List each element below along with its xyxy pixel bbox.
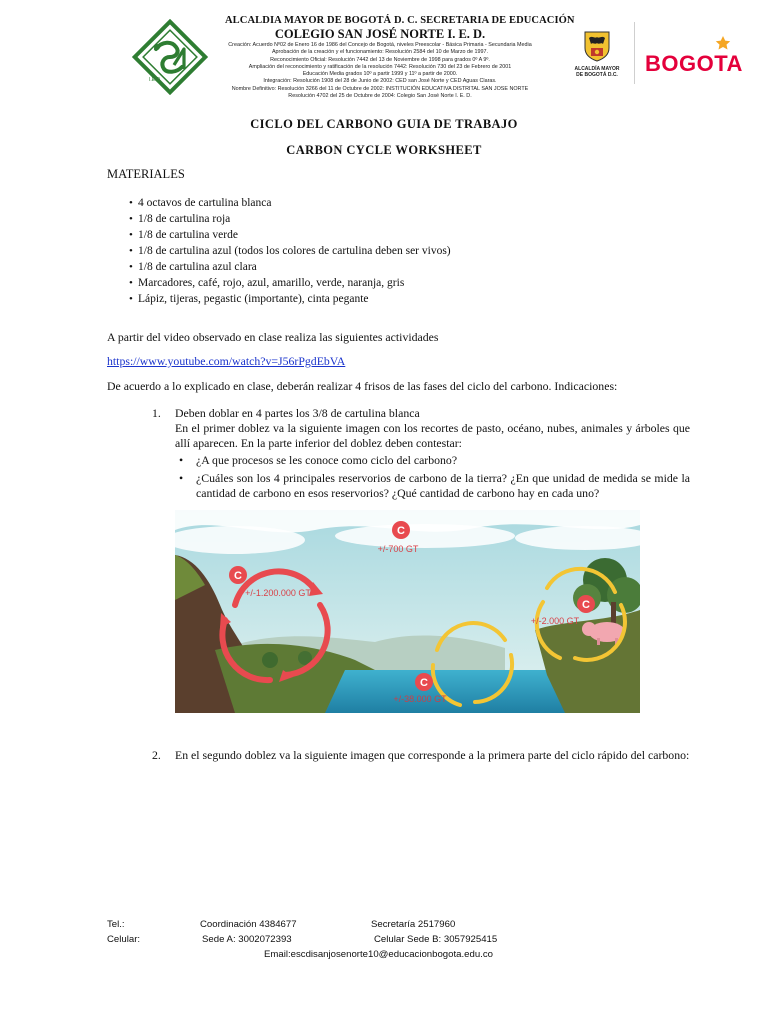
- reservoir-label: +/-38.000 GT: [393, 694, 447, 704]
- footer-email: Email:escdisanjosenorte10@educacionbogota.edu.co: [264, 949, 493, 960]
- list-item: • 1/8 de cartulina azul clara: [107, 259, 451, 275]
- header-resolution-line: Creación: Acuerdo Nº02 de Enero 16 de 1986 del Concejo de Bogotá, niveles Preescolar - Básica Primaria - Secundaria Media: [228, 42, 532, 48]
- intro-text: A partir del video observado en clase realiza las siguientes actividades: [107, 330, 439, 344]
- header-resolution-line: Nombre Definitivo: Resolución 3266 del 11 de Octubre de 2002: INSTITUCIÓN EDUCATIVA DISTRITAL SAN JOSE NORTE: [231, 85, 529, 92]
- carbon-cycle-image: [175, 510, 640, 713]
- list-item: • 1/8 de cartulina verde: [107, 227, 451, 243]
- footer-coordinacion: Coordinación 4384677: [200, 919, 297, 930]
- footer-secretaria: Secretaría 2517960: [371, 919, 456, 930]
- header-resolution-line: Integración: Resolución 1908 del 28 de Junio de 2002: CED san José Norte y CED Aguas Claras.: [263, 78, 497, 85]
- step-number: 1.: [152, 406, 161, 420]
- question-item: • ¿Cuáles son los 4 principales reservorios de carbono de la tierra? ¿En que unidad de medida se mide la cantidad de carbono en esos reservorios? ¿Qué cantidad de carbono hay en cada uno?: [175, 471, 690, 502]
- carbon-c-icon: [392, 521, 410, 539]
- list-item: • 1/8 de cartulina roja: [107, 211, 451, 227]
- alcaldia-caption: [566, 66, 628, 78]
- page-subtitle: CARBON CYCLE WORKSHEET: [286, 143, 482, 157]
- svg-text:C: C: [234, 570, 242, 582]
- bogota-logo: [643, 26, 743, 82]
- footer-celular-label: Celular:: [107, 934, 141, 945]
- footer-sede-b: Celular Sede B: 3057925415: [374, 934, 498, 945]
- carbon-c-icon: [229, 566, 247, 584]
- header-resolution-line: Educación Media grados 10º a partir 1999 y 11º a partir de 2000.: [302, 71, 458, 78]
- list-item: • 4 octavos de cartulina blanca: [107, 195, 451, 211]
- step-number: 2.: [152, 748, 161, 762]
- list-item: • Marcadores, café, rojo, azul, amarillo, verde, naranja, gris: [107, 275, 451, 291]
- alcaldia-caption-line: ALCALDÍA MAYOR: [574, 66, 620, 72]
- indications-text: De acuerdo a lo explicado en clase, deberán realizar 4 frisos de las fases del ciclo del carbono. Indicaciones:: [107, 379, 618, 393]
- carbon-c-icon: [415, 673, 433, 691]
- reservoir-label: +/-1.200.000 GT: [245, 588, 311, 598]
- header-divider: [634, 22, 635, 84]
- step-1-paragraph: En el primer doblez va la siguiente imagen con los recortes de pasto, océano, nubes, animales y árboles que allí aparecen. En la parte inferior del doblez deben contestar:: [175, 421, 690, 450]
- questions-list: [175, 453, 690, 504]
- header-resolution-line: Aprobación de la creación y el funcionamiento: Resolución 2584 del 10 de Marzo de 1997.: [271, 49, 489, 56]
- school-logo: [132, 19, 208, 95]
- header-school-name: COLEGIO SAN JOSÉ NORTE I. E. D.: [274, 27, 486, 41]
- alcaldia-caption-line: DE BOGOTÁ D.C.: [576, 72, 618, 78]
- header-text: [225, 15, 575, 100]
- bogota-logo-text: BOGOTA: [645, 51, 743, 76]
- alcaldia-shield-icon: [582, 30, 612, 62]
- materials-list: [107, 195, 451, 307]
- question-item: • ¿A que procesos se les conoce como ciclo del carbono?: [175, 453, 690, 469]
- step-1-line: Deben doblar en 4 partes los 3/8 de cartulina blanca: [175, 406, 420, 420]
- svg-text:C: C: [397, 525, 405, 537]
- page-title: CICLO DEL CARBONO GUIA DE TRABAJO: [250, 117, 518, 131]
- carbon-c-icon: [577, 595, 595, 613]
- reservoir-label: +/-700 GT: [377, 544, 419, 554]
- video-link[interactable]: https://www.youtube.com/watch?v=J56rPgdEbVA: [107, 354, 346, 368]
- header-resolution-line: Ampliación del reconocimiento y ratificación de la resolución 7442: Resolución 730 del 23 de Febrero de 2001: [248, 63, 512, 70]
- step-2-text: En el segundo doblez va la siguiente imagen que corresponde a la primera parte del ciclo rápido del carbono:: [175, 748, 690, 762]
- header-resolution-line: Reconocimiento Oficial: Resolución 7442 del 13 de Noviembre de 1998 para grados 0º A 9º.: [270, 56, 490, 63]
- step-1-text: [175, 406, 690, 451]
- header-institution-line: ALCALDIA MAYOR DE BOGOTÁ D. C. SECRETARIA DE EDUCACIÓN: [225, 15, 575, 26]
- svg-text:C: C: [420, 677, 428, 689]
- footer-sede-a: Sede A: 3002072393: [202, 934, 292, 945]
- star-icon: [716, 36, 730, 50]
- reservoir-label: +/-2.000 GT: [530, 616, 580, 626]
- list-item: • 1/8 de cartulina azul (todos los colores de cartulina deben ser vivos): [107, 243, 451, 259]
- list-item: • Lápiz, tijeras, pegastic (importante), cinta pegante: [107, 291, 451, 307]
- materials-heading: MATERIALES: [107, 167, 185, 181]
- footer-tel-label: Tel.:: [107, 919, 125, 930]
- svg-text:C: C: [582, 599, 590, 611]
- header-resolution-line: Resolución 4702 del 25 de Octubre de 2004: Colegio San José Norte I. E. D.: [288, 93, 472, 100]
- school-logo-text: I.E.D.: [149, 77, 162, 83]
